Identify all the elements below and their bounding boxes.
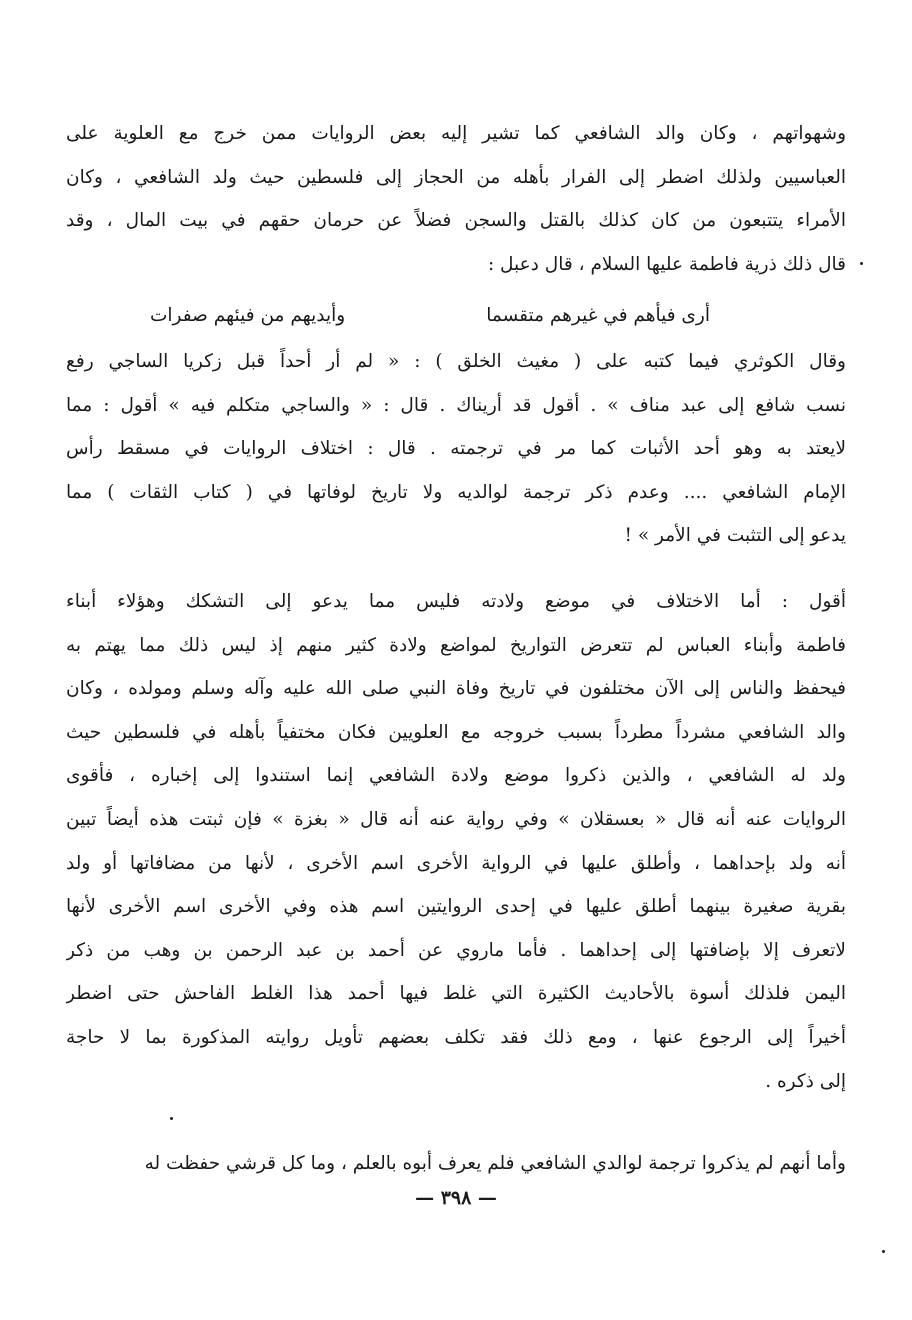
scan-speck [170, 1117, 173, 1120]
text-line: قال ذلك ذرية فاطمة عليها السلام ، قال دعبل : [487, 253, 846, 275]
text-line: بقرية صغيرة بينهما أطلق عليها في إحدى الروايتين اسم هذه وفي الأخرى اسم الأخرى لأنها [66, 896, 846, 918]
page-number: — ٣٩٨ — [415, 1187, 497, 1209]
text-line: أنه ولد بإحداهما ، وأطلق عليها في الرواية الأخرى اسم الأخرى ، لأنها من مضافاتها أو ولد [66, 852, 846, 874]
verse-second-hemistich: وأيديهم من فيئهم صفرات [150, 305, 346, 326]
text-line: وقال الكوثري فيما كتبه على ( مغيث الخلق ) : « لم أر أحداً قبل زكريا الساجي رفع [66, 351, 846, 372]
poetry-verse [150, 294, 710, 338]
text-line: لايعتد به وهو أحد الأثبات كما مر في ترجمته . قال : اختلاف الروايات في مسقط رأس [66, 438, 846, 460]
text-line: فيحفظ والناس إلى الآن مختلفون في تاريخ وفاة النبي صلى الله عليه وآله وسلم ومولده ، وكان [66, 678, 846, 700]
text-line: والد الشافعي مشرداً مطرداً بسبب خروجه مع العلويين فكان مختفياً بأهله في فلسطين حيث [66, 721, 846, 743]
text-line: اليمن فلذلك أسوة بالأحاديث الكثيرة التي غلط فيها أحمد هذا الغلط الفاحش حتى اضطر [66, 983, 846, 1005]
text-line: نسب شافع إلى عبد مناف » . أقول قد أريناك . قال : « والساجي متكلم فيه » أقول : مما [66, 394, 846, 416]
text-line: لاتعرف إلا بإضافتها إلى إحداهما . فأما ماروي عن أحمد بن عبد الرحمن بن وهب من ذكر [66, 939, 846, 961]
paragraph-1 [66, 112, 846, 286]
text-line: وشهواتهم ، وكان والد الشافعي كما تشير إليه بعض الروايات ممن خرج مع العلوية على [66, 123, 846, 144]
text-line: فاطمة وأبناء العباس لم تتعرض التواريخ لمواضع ولادة كثير منهم إذ ليس ذلك مما يهتم به [66, 634, 846, 656]
text-line: الروايات عنه أنه قال « بعسقلان » وفي رواية عنه أنه قال « بغزة » فإن ثبتت هذه أيضاً تبين [66, 808, 846, 830]
paragraph-2 [66, 340, 846, 558]
verse-first-hemistich: أرى فيأهم في غيرهم متقسما [486, 305, 710, 326]
text-line: ولد له الشافعي ، والذين ذكروا موضع ولادة الشافعي إنما استندوا إلى إخباره ، فأقوى [66, 765, 846, 787]
text-line: وأما أنهم لم يذكروا ترجمة لوالدي الشافعي فلم يعرف أبوه بالعلم ، وما كل قرشي حفظت له [144, 1153, 846, 1174]
text-line: الإمام الشافعي .... وعدم ذكر ترجمة لوالديه ولا تاريخ لوفاتها في ( كتاب الثقات ) مما [66, 481, 846, 503]
text-line: العباسيين ولذلك اضطر إلى الفرار بأهله من الحجاز إلى فلسطين حيث ولد الشافعي ، وكان [66, 166, 846, 188]
scan-speck [860, 262, 863, 265]
text-line: أخيراً إلى الرجوع عنها ، ومع ذلك فقد تكلف بعضهم تأويل روايته المذكورة بما لا حاجة [66, 1026, 846, 1048]
paragraph-3 [66, 580, 846, 1103]
paragraph-4 [66, 1142, 846, 1186]
text-line: إلى ذكره . [765, 1070, 846, 1092]
text-line: أقول : أما الاختلاف في موضع ولادته فليس مما يدعو إلى التشكك وهؤلاء أبناء [66, 591, 846, 612]
text-line: يدعو إلى التثبت في الأمر » ! [624, 525, 846, 547]
scan-speck [882, 1250, 885, 1253]
text-line: الأمراء يتتبعون من كان كذلك بالقتل والسجن فضلاً عن حرمان حقهم في بيت المال ، وقد [66, 210, 846, 232]
